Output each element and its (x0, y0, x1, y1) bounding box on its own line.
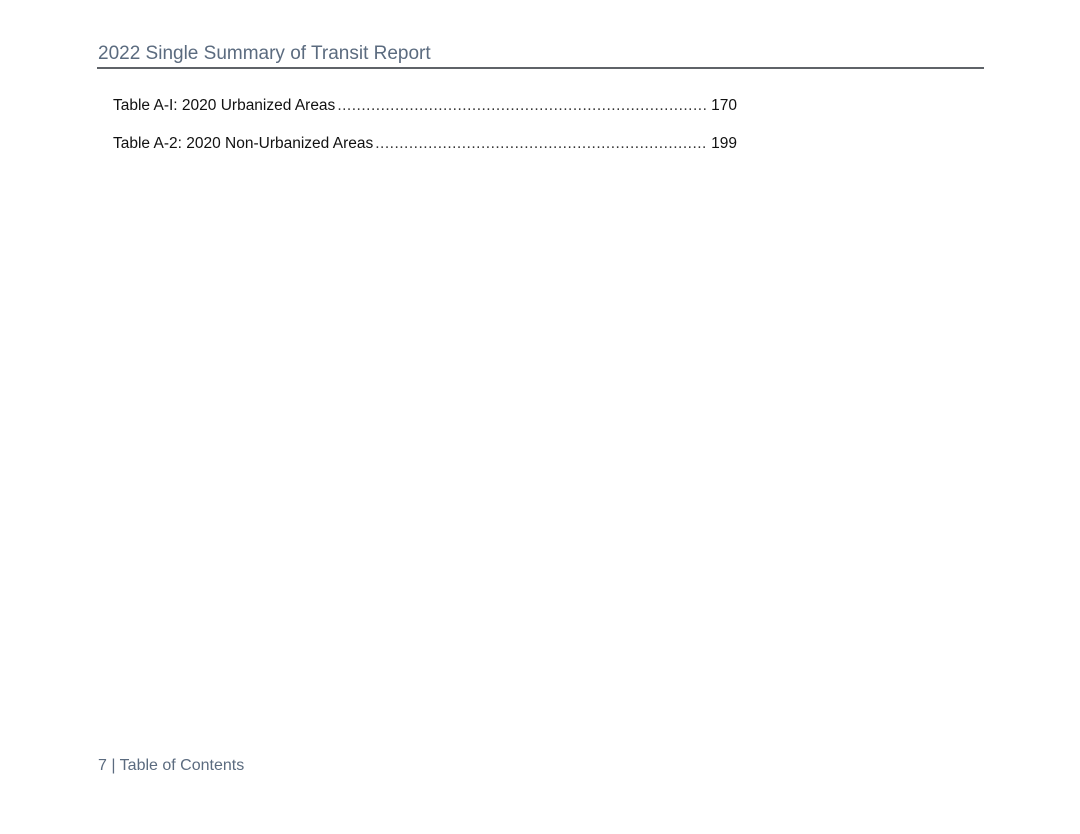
toc-entry-label: Table A-I: 2020 Urbanized Areas (113, 97, 336, 114)
toc-entry-table-a2[interactable] (113, 135, 737, 157)
page-footer (98, 757, 244, 775)
table-of-contents (113, 97, 737, 173)
report-title: 2022 Single Summary of Transit Report (98, 43, 431, 64)
footer-separator: | (111, 757, 116, 774)
page-header (97, 41, 984, 69)
toc-dot-leader (375, 135, 708, 153)
toc-entry-table-a1[interactable] (113, 97, 737, 119)
footer-section-name: Table of Contents (119, 757, 245, 774)
toc-entry-label: Table A-2: 2020 Non-Urbanized Areas (113, 135, 374, 152)
toc-dot-leader (337, 97, 708, 115)
footer-page-number: 7 (98, 757, 107, 774)
toc-entry-page-number: 199 (711, 135, 737, 152)
toc-entry-page-number: 170 (711, 97, 737, 114)
